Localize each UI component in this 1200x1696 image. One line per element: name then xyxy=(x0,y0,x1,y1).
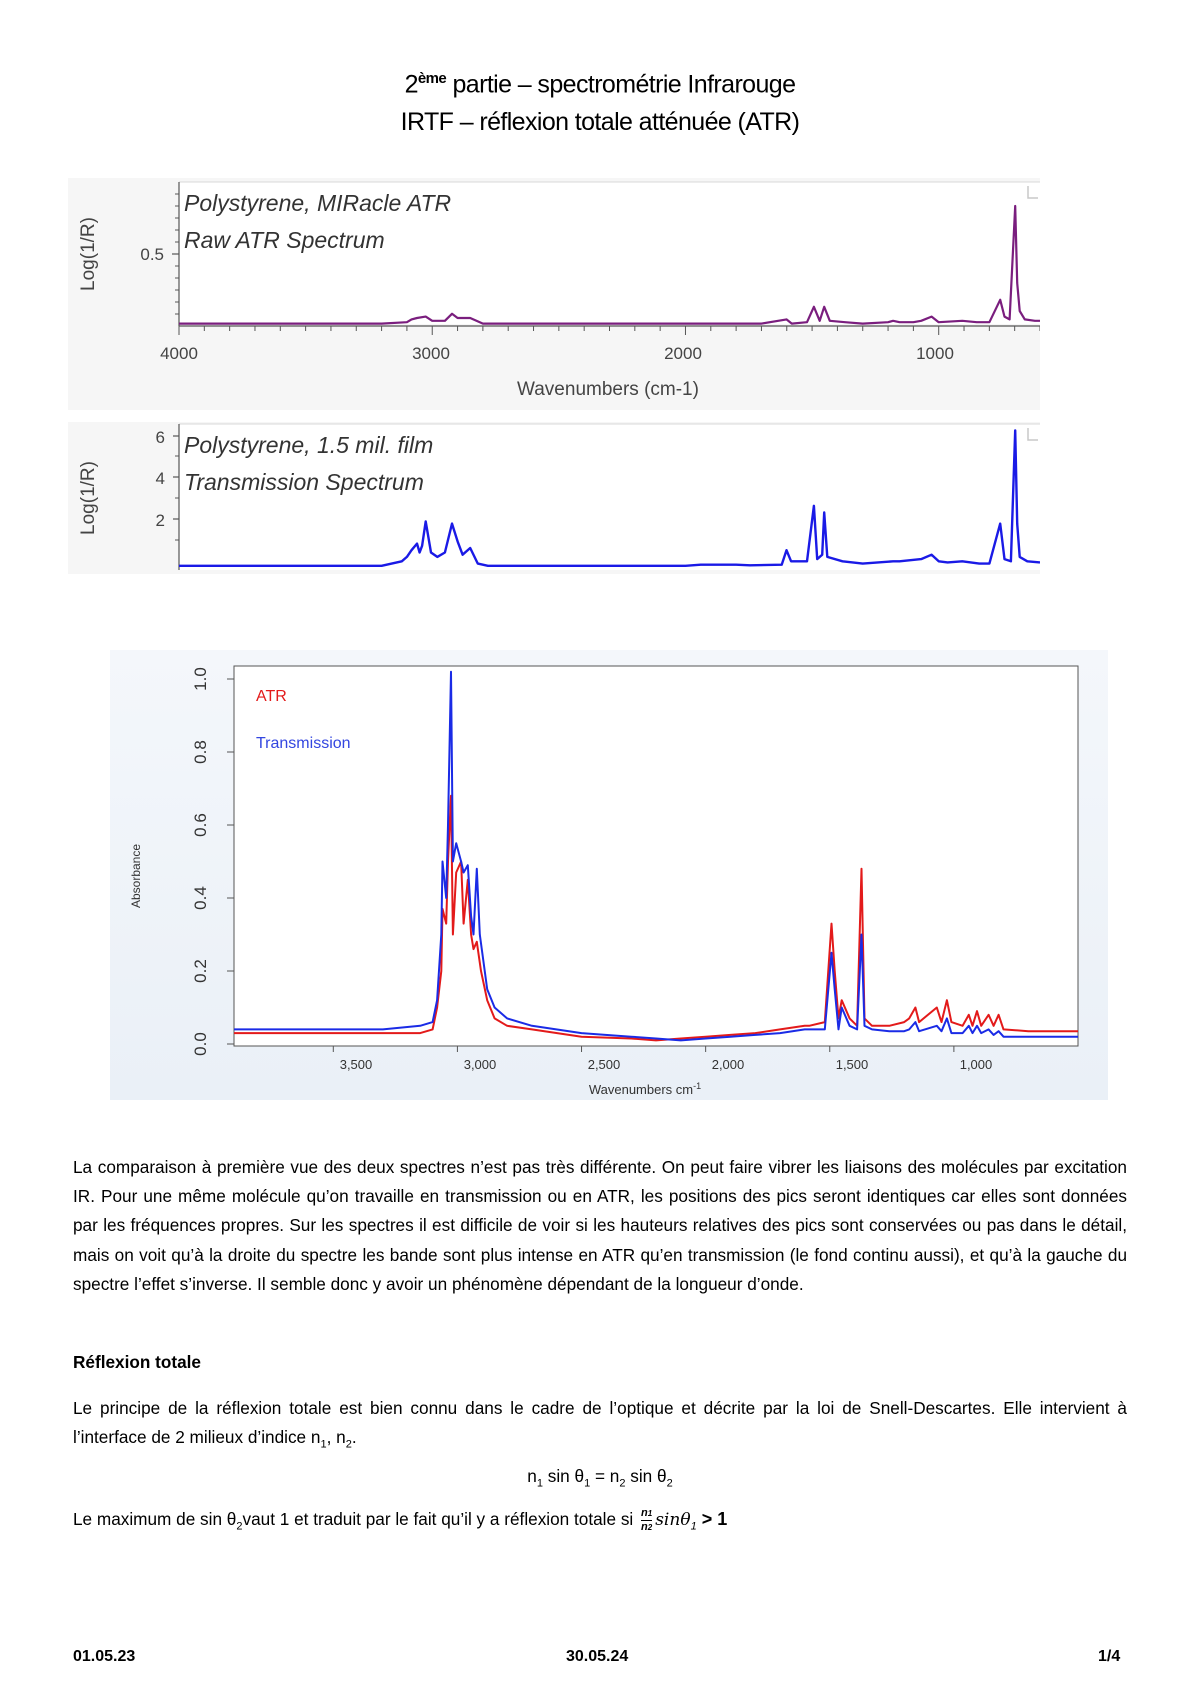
legend-atr: ATR xyxy=(256,688,287,705)
overlay-xtick: 1,000 xyxy=(959,1057,993,1072)
transmission-ylabel: Log(1/R) xyxy=(78,461,99,535)
transmission-ytick: 6 xyxy=(155,428,165,447)
title-rest: partie – spectrométrie Infrarouge xyxy=(446,70,796,99)
title-prefix: 2 xyxy=(404,70,418,99)
title-superscript: ème xyxy=(417,70,447,87)
overlay-ytick: 0.0 xyxy=(191,1032,210,1056)
overlay-xlabel: Wavenumbers $cm^{-1}$ xyxy=(588,1081,702,1097)
overlay-ytick: 0.8 xyxy=(191,740,210,764)
page-title-line1 xyxy=(0,70,1200,99)
transmission-ytick: 4 xyxy=(155,469,165,488)
paragraph-total-reflection-condition: Le maximum de $\sin \theta_2vaut$ 1 et traduit par le fait qu’il y a réflexion totale si $\frac{n1}{n2}$ sinθ$_1$ > 1 xyxy=(73,1506,728,1533)
transmission-ytick: 2 xyxy=(155,511,165,530)
section-heading-reflexion: Réflexion totale xyxy=(73,1352,201,1372)
page-title-line2: IRTF – réflexion totale atténuée (ATR) xyxy=(400,108,800,136)
index-ratio-fraction: $\frac{n1}{n2}$ xyxy=(641,1506,653,1533)
footer-date-left: 01.05.23 xyxy=(73,1648,136,1665)
paragraph-principle: Le principe de la réflexion totale est bien connu dans le cadre de l’optique et décrite par la loi de Snell-Descartes. Elle intervient à l’interface de 2 milieux d’indice $n_1$, $n_2$. xyxy=(73,1398,1127,1451)
overlay-xtick: 1,500 xyxy=(835,1057,869,1072)
atr-xtick: 2000 xyxy=(664,344,702,363)
overlay-ytick: 1.0 xyxy=(191,667,210,691)
footer-date-center: 30.05.24 xyxy=(566,1648,629,1665)
legend-transmission: Transmission xyxy=(256,735,351,752)
transmission-label-line2: Transmission Spectrum xyxy=(184,469,424,495)
overlay-ytick: 0.6 xyxy=(191,813,210,837)
atr-xtick: 4000 xyxy=(160,344,198,363)
overlay-ytick: 0.2 xyxy=(191,959,210,983)
overlay-spectrum-figure xyxy=(110,650,1108,1100)
atr-label-line2: Raw ATR Spectrum xyxy=(184,227,385,253)
footer-page-number: 1/4 xyxy=(1098,1648,1121,1665)
overlay-xtick: 2,500 xyxy=(587,1057,621,1072)
overlay-ylabel: Absorbance xyxy=(129,843,143,909)
snell-descartes-equation: $n_1$ $\sin \theta_1 = n_2$ $\sin \theta_2$ xyxy=(527,1466,673,1490)
atr-spectrum-figure xyxy=(68,178,1040,410)
atr-xlabel: Wavenumbers (cm-1) xyxy=(517,379,699,400)
transmission-spectrum-figure xyxy=(68,422,1040,574)
transmission-label-line1: Polystyrene, 1.5 mil. film xyxy=(184,432,434,458)
atr-label-line1: Polystyrene, MIRacle ATR xyxy=(184,190,452,216)
atr-xtick: 1000 xyxy=(916,344,954,363)
overlay-xtick: 2,000 xyxy=(711,1057,745,1072)
atr-ytick: 0.5 xyxy=(140,245,164,264)
overlay-ytick: 0.4 xyxy=(191,886,210,910)
atr-ylabel: Log(1/R) xyxy=(78,217,99,291)
paragraph-comparison: La comparaison à première vue des deux spectres n’est pas très différente. On peut faire vibrer les liaisons des molécules par excitation IR. Pour une même molécule qu’on travaille en transmission ou en ATR, les positions des pics seront identiques car elles sont données par les fréquences propres. Sur les spectres il est difficile de voir si les hauteurs relatives des pics sont conservées ou pas dans le détail, mais on voit qu’à la droite du spectre les bande sont plus intense en ATR qu’en transmission (le fond continu aussi), et qu’à la gauche du spectre l’effet s’inverse. Il semble donc y avoir un phénomène dépendant de la longueur d’onde. xyxy=(73,1157,1127,1294)
overlay-xtick: 3,000 xyxy=(463,1057,497,1072)
atr-xtick: 3000 xyxy=(412,344,450,363)
overlay-xtick: 3,500 xyxy=(339,1057,373,1072)
